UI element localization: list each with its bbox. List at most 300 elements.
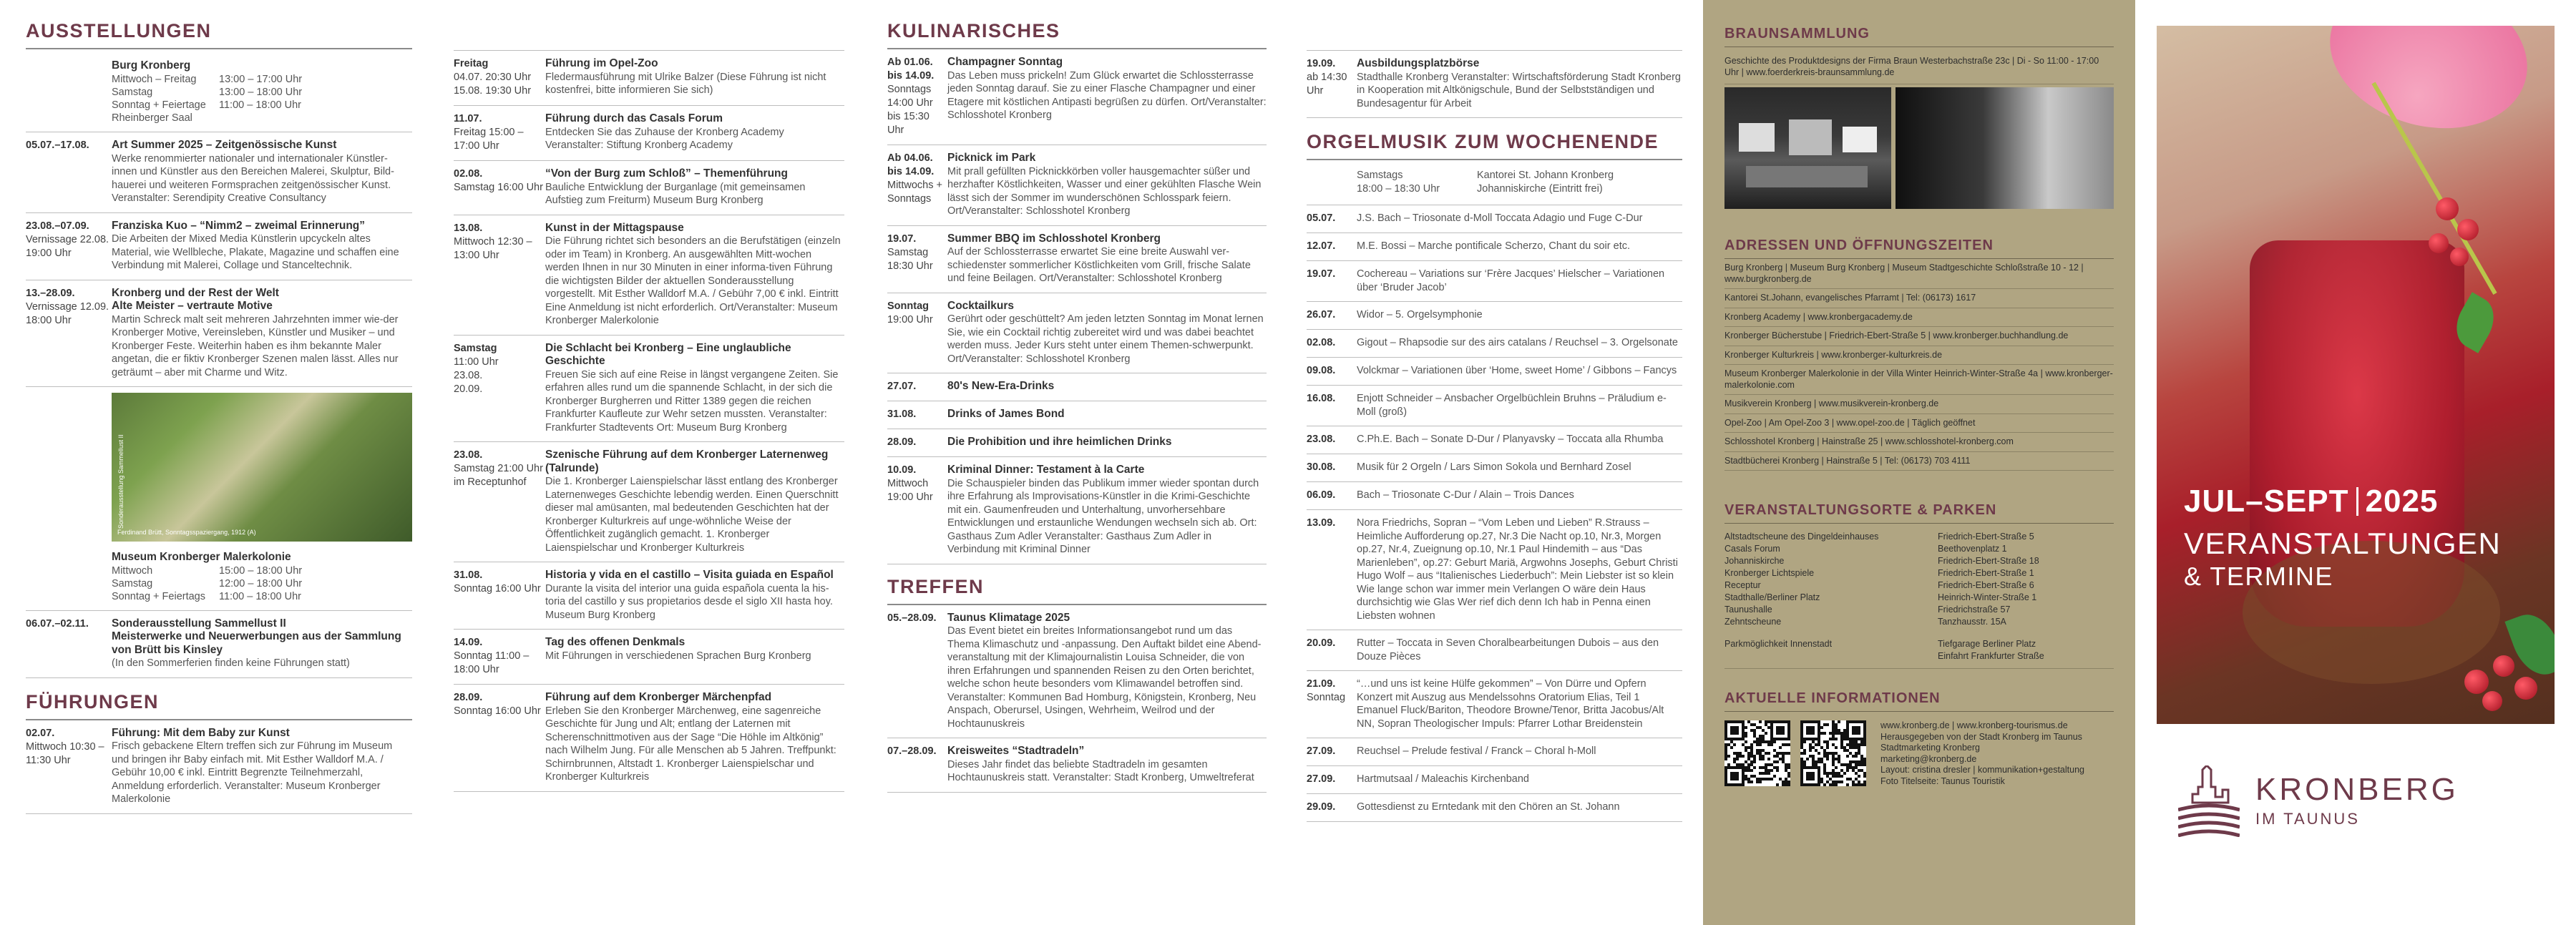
cover-months: JUL–SEPT [2184,484,2349,519]
event-content [947,152,1267,218]
event-title: Taunus Klimatage 2025 [947,611,1070,624]
event-text: Die Schauspieler binden das Publikum immer wieder spontan durch ihre Erfahrung als Improvisations-Künstler in die Krimi-Geschichte mit ein. Gaumenfreuden und Unterhaltung, unvorhersehbare Entwicklungen und erstaunliche Wendungen wechseln sich ab. Ort: Gasthaus Zum Adler Veranstalter: Gasthaus Zum Adler in Verbindung mit Kriminal Dinner [947,477,1259,555]
venue-address: Friedrich-Ebert-Straße 18 [1938,556,2039,566]
organ-concert [1307,794,1682,822]
organ-info-value: Kantorei St. Johann Kronberg [1477,170,1614,181]
venue-name: Zehntscheune [1724,617,1782,627]
tour-item [454,161,844,215]
tour-item [454,51,844,106]
cover-year: 2025 [2365,484,2439,519]
event-date [454,342,545,435]
event-date [887,745,947,785]
cover-line1: VERANSTALTUNGEN [2184,527,2502,560]
event-date [887,233,947,285]
event-text: Nora Friedrichs, Sopran – “Vom Leben und Lieben” R.Strauss – Heimliche Aufforderung op.27, Nr.3 Die Nacht op.10, Nr.3, Morgen op.27, Nr.4, Zueignung op.10, Nr.1 Paul Hindemith – aus “Das Marienleben”, op.27: Geburt Mariä, Argwohns Josephs, Geburt Christi Hugo Wolf – aus “Italienisches Liederbuch”: Mein Liebster ist so klein Wie lange schon war immer mein Verlangen O wäre dein Haus durchsichtig wie Glas Wer rief dich denn Ich hab in Penna einen Liebsten wohnen [1357,517,1678,622]
event-text: Gottesdienst zu Erntedank mit den Chören an St. Johann [1357,801,1620,813]
time-day: Sonntag + Feiertags [112,590,205,602]
event-text: Durante la visita del interior una guida española cuenta la his-toria del castillo y sus propietarios desde el siglo XII hasta hoy. Museum Burg Kronberg [545,582,833,621]
venue-name: Stadthalle/Berliner Platz [1724,592,1820,602]
date-line: 23.08. [454,369,483,381]
event-text: Hartmutsaal / Maleachis Kirchenband [1357,773,1529,785]
event-title: Szenische Führung auf dem Kronberger Laternenweg (Talrunde) [545,449,829,474]
event-date [887,612,947,731]
event-content [545,167,844,207]
event-text: Bauliche Entwicklung der Burganlage (mit gemeinsamen Aufstieg zum Freiturm) Museum Burg Kronberg [545,181,806,206]
event-date [887,380,947,393]
venue-place: Rheinberger Saal [112,112,192,124]
date-text: 23.08. [454,449,483,461]
section-title-braun: BRAUNSAMMLUNG [1724,26,2114,47]
section-title-aktuell: AKTUELLE INFORMATIONEN [1724,690,2114,712]
date-text: Ab 01.06. bis 14.09. [887,57,935,82]
parking-value: Einfahrt Frankfurter Straße [1938,651,2044,661]
cover [2135,0,2576,925]
event-content [112,139,412,205]
culinary-item [887,226,1267,293]
event-text: Entdecken Sie das Zuhause der Kronberg Academy Veranstalter: Stiftung Kronberg Academy [545,126,784,151]
current-info [1724,720,2114,787]
braun-photos [1724,87,2114,209]
address-row: Kantorei St.Johann, evangelisches Pfarramt | Tel: (06173) 1617 [1724,289,2114,308]
logo-sub: IM TAUNUS [2255,810,2360,828]
date-text: 27.09. [1307,745,1336,757]
time-range: 12:00 – 18:00 Uhr [219,577,303,589]
date-text: 13.09. [1307,517,1336,529]
organ-concert [1307,358,1682,386]
event-content [947,380,1267,393]
address-row: Schlosshotel Kronberg | Hainstraße 25 | www.schlosshotel-kronberg.com [1724,433,2114,452]
qr-code-icon[interactable] [1724,720,1790,786]
event-content [947,233,1267,285]
meeting-item [887,605,1267,739]
date-sub: Samstag 21:00 Uhr im Receptunhof [454,463,543,488]
event-title: Picknick im Park [947,152,1036,164]
exhibition-item: 06.07.–02.11. Sonderausstellung Sammellust II Meisterwerke und Neuerwerbungen aus der Sammlung von Brütt bis Kinsley (In den Sommerferien finden keine Führungen statt) [26,611,412,678]
section-title-adressen: ADRESSEN UND ÖFFNUNGSZEITEN [1724,238,2114,259]
event-text: Reuchsel – Prelude festival / Franck – Choral h-Moll [1357,745,1596,757]
exhibition-item [26,132,412,213]
venue-address: Heinrich-Winter-Straße 1 [1938,592,2037,602]
event-date [887,464,947,557]
event-text: Die Führung richtet sich besonders an die Berufstätigen (einzeln oder im Team) in Kronberg. An ausgewählten Mitt-wochen werden Ihnen in nur 30 Minuten in einer informa-tiven Führung die wichtigsten Bilder der aktuellen Sonderausstellung vorgestellt. Mit Esther Walldorf M.A. / Gebühr 7,00 € inkl. Eintritt Eine Anmeldung ist nicht erforderlich. Ort/Veranstalter: Museum Kronberger Malerkolonie [545,235,841,326]
organ-info-label: 18:00 – 18:30 Uhr [1357,183,1440,195]
organ-info [1307,160,1682,205]
section-title-orgelmusik: ORGELMUSIK ZUM WOCHENENDE [1307,131,1682,160]
venue-address: Friedrichstraße 57 [1938,605,2011,615]
event-date [454,636,545,677]
date-text: 23.08. [1307,434,1336,445]
event-date [454,167,545,207]
event-date [1307,240,1357,253]
event-date [1307,517,1357,622]
date-text: 09.08. [1307,365,1336,376]
event-date [1307,308,1357,322]
section-title-orte: VERANSTALTUNGSORTE & PARKEN [1724,502,2114,524]
date-sub: Mittwochs + Sonntags [887,180,942,205]
date-text: 27.09. [1307,773,1336,785]
event-content [545,112,844,153]
meetings-list [887,605,1267,793]
organ-concert [1307,205,1682,233]
event-text: J.S. Bach – Triosonate d-Moll Toccata Adagio und Fuge C-Dur [1357,212,1643,224]
date-text: 07.–28.09. [887,745,937,757]
date-line: 20.09. [454,383,483,395]
imprint-line: www.kronberg.de | www.kronberg-tourismus.de [1880,720,2068,730]
photo-caption: Ferdinand Brütt, Sonntagsspaziergang, 1912 (A) [117,529,256,536]
event-title: Kriminal Dinner: Testament à la Carte [947,464,1145,476]
culinary-item [887,49,1267,145]
imprint-line: marketing@kronberg.de [1880,753,1977,764]
time-range: 13:00 – 17:00 Uhr [219,73,303,85]
event-date [1307,489,1357,502]
opening-hours-burg [26,49,412,132]
date-sub: Freitag 15:00 – 17:00 Uhr [454,127,524,152]
tour-item [454,336,844,443]
tour-item: 02.07. Mittwoch 10:30 – 11:30 Uhr Führung: Mit dem Baby zur Kunst Frisch gebackene Eltern treffen sich zur Führung im Museum und bringen ihr Baby einfach mit. Mit Esther Walldorf M.A. / Gebühr 10,00 € inkl. Eintritt Begrenzte Teilnehmerzahl, Anmeldung erforderlich. Veranstalter: Museum Kronberger Malerkolonie [26,720,412,814]
event-content [947,464,1267,557]
culinary-item [887,293,1267,374]
opening-hours-museum [26,544,412,611]
time-day: Sonntag + Feiertage [112,99,206,111]
address-row: Museum Kronberger Malerkolonie in der Villa Winter Heinrich-Winter-Straße 4a | www.kronberger-malerkolonie.com [1724,365,2114,395]
event-date [1307,461,1357,474]
column-ausstellungen [26,0,412,925]
event-title: Franziska Kuo – “Nimm2 – zweimal Erinnerung” [112,219,366,232]
culinary-item [887,373,1267,401]
event-text: Martin Schreck malt seit mehreren Jahrzehnten immer wie-der Kronberger Motive, Vereinsleben, Künstler und Musiker – und Kronberger Feste. Weiterhin haben es ihm bekannte Maler angetan, die er fiktiv Kronberger Szenen malen lässt. Alles nur geträumt – aber mit Charme und Witz. [112,313,399,378]
event-text: Die 1. Kronberger Laienspielschar lässt entlang des Kronberger Laternenweges Geschichte lebendig werden. Einen Querschnitt dieser mal amüsanten, mal bedeutenden Geschichten hat der Kronberger Kulturkreis auf unge-wöhnliche Weise der Öffentlichkeit zugänglich gemacht. 1. Kronberger Laienspielschar und Kronberger Kulturkreis [545,476,839,554]
date-line: 04.07. 20:30 Uhr [454,72,532,83]
date-text: 05.07. [1307,212,1336,224]
venue-name: Altstadtscheune des Dingeldeinhauses [1724,532,1879,542]
event-content [947,56,1267,137]
event-title: Champagner Sonntag [947,56,1063,68]
event-date [887,436,947,449]
organ-concert-list [1307,205,1682,822]
event-content [545,636,844,677]
painting-image [112,393,412,542]
event-title: 80's New-Era-Drinks [947,380,1055,392]
organ-concert [1307,738,1682,766]
event-text: M.E. Bossi – Marche pontificale Scherzo, Chant du soir etc. [1357,240,1631,252]
event-item: 19.09. ab 14:30 Uhr Ausbildungsplatzbörse Stadthalle Kronberg Veranstalter: Wirtschaftsförderung Stadt Kronberg in Kooperation mit Altkönigschule, Bund der Selbstständigen und Bundesagentur für Arbeit [1307,51,1682,118]
event-date [887,300,947,366]
section-title-treffen: TREFFEN [887,576,1267,605]
event-content [947,612,1267,731]
time-day: Samstag [112,577,153,589]
event-content [545,691,844,784]
event-text: Mit prall gefüllten Picknickkörben voller hausgemachter süßer und herzhafter Köstlichkeiten, Wasser und einer gekühlten Flasche Wein lässt sich der Sommer im wunderschönen Schlosspark feiern. Ort/Veranstalter: Schlosshotel Kronberg [947,165,1262,217]
event-content [545,449,844,554]
event-date [454,112,545,153]
cover-title [2157,484,2555,592]
date-sub: 19:00 Uhr [887,313,933,326]
section-title-ausstellungen: AUSSTELLUNGEN [26,20,412,49]
date-text: 26.07. [1307,309,1336,320]
event-date [1307,364,1357,378]
event-title: Historia y vida en el castillo – Visita guiada en Español [545,569,834,581]
date-sub: Sonntag [1307,692,1346,703]
date-sub: Samstag 16:00 Uhr [454,182,543,193]
event-date [26,287,112,380]
address-row: Burg Kronberg | Museum Burg Kronberg | Museum Stadtgeschichte Schloßstraße 10 - 12 | www.burgkronberg.de [1724,259,2114,289]
imprint-line: Layout: cristina dresler | kommunikation+gestaltung [1880,765,2084,775]
venue-address: Friedrich-Ebert-Straße 5 [1938,532,2034,542]
braun-photo-2 [1896,87,2114,209]
organ-concert [1307,330,1682,358]
date-sub: Vernissage 22.08. 19:00 Uhr [26,233,109,259]
imprint-line: Foto Titelseite: Taunus Touristik [1880,775,2005,786]
tour-item [454,215,844,336]
event-title: “Von der Burg zum Schloß” – Themenführung [545,167,788,180]
event-date [887,56,947,137]
organ-concert [1307,426,1682,454]
venue-name: Museum Kronberger Malerkolonie [112,551,291,563]
event-content [947,436,1267,449]
organ-concert [1307,302,1682,330]
event-date [1307,801,1357,814]
date-text: Ab 04.06. bis 14.09. [887,152,935,177]
date-text: 05.–28.09. [887,612,937,624]
date-text: 05.07.–17.08. [26,140,89,151]
time-day: Mittwoch [112,564,153,577]
exhibition-item [26,213,412,280]
event-text: Bach – Triosonate C-Dur / Alain – Trois Dances [1357,489,1574,501]
date-text: 02.08. [454,168,483,180]
event-text: Gigout – Rhapsodie sur des airs catalans / Reuchsel – 3. Orgelsonate [1357,337,1678,348]
event-content [112,287,412,380]
event-content [947,300,1267,366]
date-text: 11.07. [454,113,482,124]
date-line: 11:00 Uhr [454,356,499,368]
event-text: Fledermausführung mit Ulrike Balzer (Diese Führung ist nicht kostenfrei, bitte informieren Sie sich) [545,71,826,96]
venues-list [1724,524,2114,628]
date-text: 13.08. [454,222,483,234]
parking-label: Parkmöglichkeit Innenstadt [1724,639,1833,649]
date-text: 14.09. [454,637,483,648]
event-date [1307,212,1357,225]
event-text: Dieses Jahr findet das beliebte Stadtradeln im gesamten Hochtaunuskreis statt. Veranstalter: Stadt Kronberg, Umweltreferat [947,758,1254,783]
date-text: 29.09. [1307,801,1336,813]
event-date [1307,637,1357,663]
braun-info: Geschichte des Produktdesigns der Firma Braun Westerbachstraße 23c | Di - So 11:00 - 17:00 Uhr | www.foerderkreis-braunsammlung.de [1724,47,2114,84]
date-sub: Sonntag 16:00 Uhr [454,705,541,717]
event-date [1307,773,1357,786]
culinary-list [887,49,1267,564]
organ-concert [1307,510,1682,630]
event-title: Kunst in der Mittagspause [545,221,684,234]
date-text: Samstag [454,342,497,354]
qr-code-icon[interactable] [1800,720,1866,786]
event-text: Das Event bietet ein breites Informationsangebot rund um das Thema Klimaschutz und -anpassung. Den Auftakt bildet eine Abend-veranstaltung mit der Klimajournalistin Louisa Schneider, die von ihren Erfahrungen und spannenden Reisen zu den Orten berichtet, welche schon heute besonders vom Klimawandel betroffen sind. Veranstalter: Kommunen Bad Homburg, Königstein, Kronberg, Neu Anspach, Oberursel, Usingen, Wehrheim, Weilrod und der Hochtaunuskreis [947,625,1262,730]
event-content [545,57,844,98]
date-text: 13.–28.09. [26,287,75,299]
venue-address: Friedrich-Ebert-Straße 6 [1938,580,2034,590]
tour-item [454,562,844,630]
venue-name: Burg Kronberg [112,59,191,72]
organ-concert [1307,386,1682,426]
cover-line2: & TERMINE [2184,562,2333,591]
event-text: “…und uns ist keine Hülfe gekommen” – Von Dürre und Opfern Konzert mit Auszug aus Mendelssohns Oratorium Elias, Teil 1 Emanuel Fluck/Bariton, Theodore Browne/Tenor, Britta Jacobus/Alt NN, Sopran Theologischer Impuls: Pfarrer Lothar Breidenstein [1357,678,1664,730]
imprint-line: Stadtmarketing Kronberg [1880,743,1980,753]
venue-name: Receptur [1724,580,1761,590]
date-text: Freitag [454,58,489,69]
event-date [26,220,112,273]
venue-name: Casals Forum [1724,544,1780,554]
culinary-item [887,145,1267,226]
culinary-item [887,401,1267,429]
organ-concert [1307,454,1682,482]
date-text: 20.09. [1307,637,1336,649]
address-row: Musikverein Kronberg | www.musikverein-kronberg.de [1724,395,2114,414]
date-sub: Mittwoch 19:00 Uhr [887,478,933,503]
date-text: 28.09. [454,692,483,703]
event-text: Auf der Schlossterrasse erwartet Sie eine breite Auswahl ver-schiedenster sommerlicher Köstlichkeiten vom Grill, frische Salate und feine Beilagen. Ort/Veranstalter: Schlosshotel Kronberg [947,246,1251,284]
event-text: Enjott Schneider – Ansbacher Orgelbüchlein Bruhns – Präludium e-Moll (groß) [1357,393,1667,418]
event-title: Tag des offenen Denkmals [545,636,686,648]
event-text: Gerührt oder geschüttelt? Am jeden letzten Sonntag im Monat lernen Sie, wie ein Cocktail richtig zubereitet wird und was dabei beachtet werden muss. Jeder Kurs steht unter einem Themen-schwerpunkt. Ort/Veranstalter: Schlosshotel Kronberg [947,313,1264,365]
event-text: Mit Führungen in verschiedenen Sprachen Burg Kronberg [545,650,811,662]
tour-item [454,685,844,792]
event-text: Musik für 2 Orgeln / Lars Simon Sokola und Bernhard Zosel [1357,461,1631,473]
organ-concert [1307,233,1682,261]
address-row: Kronberger Bücherstube | Friedrich-Ebert-Straße 5 | www.kronberger.buchhandlung.de [1724,327,2114,346]
event-text: Freuen Sie sich auf eine Reise in längst vergangene Zeiten. Sie erfahren alles rund um die spannende Schlacht, in der sich die Kronberger Burgherren und Ritter 1389 gegen die reichen Frankfurter Kaufleute zur Wehr setzen mussten. Veranstalter: Frankfurter Stadtevents Ort: Museum Burg Kronberg [545,368,839,434]
event-content [112,220,412,273]
organ-info-label: Samstags [1357,170,1403,181]
date-text: 19.07. [1307,268,1336,280]
event-title: Cocktailkurs [947,299,1015,312]
tour-item [454,442,844,562]
time-day: Mittwoch – Freitag [112,73,197,85]
event-content [545,222,844,328]
date-sub: Sonntag 11:00 – 18:00 Uhr [454,650,530,675]
event-title: Kreisweites “Stadtradeln” [947,745,1085,757]
date-text: 21.09. [1307,678,1336,690]
event-text: Cochereau – Variations sur ‘Frère Jacques’ Hielscher – Variationen über ‘Bruder Jacob’ [1357,268,1665,293]
event-title: Die Prohibition und ihre heimlichen Drinks [947,436,1172,448]
event-text: Das Leben muss prickeln! Zum Glück erwartet die Schlossterrasse jeden Sonntag darauf. Sie zu einer Flasche Champagner und einer Etagere mit köstlichen Antipasti begrüßen zu dürfen. Ort/Veranstalter: Schlosshotel Kronberg [947,69,1267,121]
event-date [1307,392,1357,419]
date-sub: Mittwoch 12:30 – 13:00 Uhr [454,235,532,261]
date-text: 19.07. [887,233,917,245]
event-date [454,691,545,784]
date-sub: Sonntag 16:00 Uhr [454,583,541,594]
event-date [1307,268,1357,294]
organ-concert [1307,630,1682,671]
event-title-2: Alte Meister – vertraute Motive [112,300,273,312]
section-title-fuehrungen: FÜHRUNGEN [26,691,412,720]
date-text: 10.09. [887,464,917,476]
date-text: Sonntag [887,300,929,312]
event-date [454,569,545,622]
organ-concert [1307,261,1682,302]
date-line: 15.08. 19:30 Uhr [454,85,532,97]
logo-name: KRONBERG [2255,772,2459,807]
venue-name: Johanniskirche [1724,556,1785,566]
event-date [1307,745,1357,758]
date-text: 31.08. [454,569,483,581]
date-text: 02.08. [1307,337,1336,348]
event-title: Art Summer 2025 – Zeitgenössische Kunst [112,139,337,151]
event-title: Die Schlacht bei Kronberg – Eine unglaubliche Geschichte [545,341,791,367]
event-date [1307,677,1357,730]
address-list [1724,259,2114,471]
venue-name: Taunushalle [1724,605,1772,615]
event-text: Rutter – Toccata in Seven Choralbearbeitungen Dubois – aus den Douze Pièces [1357,637,1659,662]
date-text: 31.08. [887,408,917,420]
event-title: Summer BBQ im Schlosshotel Kronberg [947,232,1161,245]
time-day: Samstag [112,86,153,98]
tour-item [454,106,844,161]
column-orgelmusik [1307,0,1682,925]
culinary-item [887,457,1267,564]
date-text: 30.08. [1307,461,1336,473]
event-date [1307,433,1357,446]
parking-list [1724,628,2114,669]
parking-label [1724,650,1938,662]
exhibition-list [26,132,412,387]
braun-photo-1 [1724,87,1891,209]
event-content [545,569,844,622]
parking-value: Tiefgarage Berliner Platz [1938,639,2036,649]
column-fuehrungen [454,0,844,925]
venue-name: Kronberger Lichtspiele [1724,568,1815,578]
date-text: 06.09. [1307,489,1336,501]
date-sub: Vernissage 12.09. 18:00 Uhr [26,300,109,326]
time-range: 15:00 – 18:00 Uhr [219,564,303,577]
event-content [947,745,1267,785]
time-range: 11:00 – 18:00 Uhr [219,590,302,602]
tour-item [454,630,844,685]
address-row: Kronberger Kulturkreis | www.kronberger-kulturkreis.de [1724,346,2114,366]
date-text: 16.08. [1307,393,1336,404]
castle-logo-icon [2178,765,2240,837]
date-text: 23.08.–07.09. [26,220,89,232]
meeting-item [887,738,1267,793]
address-row: Kronberg Academy | www.kronbergacademy.de [1724,308,2114,328]
column-kulinarisches [887,0,1267,925]
section-title-kulinarisches: KULINARISCHES [887,20,1267,49]
venue-address: Beethovenplatz 1 [1938,544,2007,554]
imprint [1880,720,2084,787]
imprint-line: Herausgegeben von der Stadt Kronberg im Taunus [1880,731,2082,742]
tour-list [454,51,844,792]
event-date [887,152,947,218]
organ-concert [1307,482,1682,510]
event-content [545,342,844,435]
event-text: Erleben Sie den Kronberger Märchenweg, eine sagenreiche Geschichte für Jung und Alt; entlang der Laternen mit Scherenschnittmotiven aus der Sage “Die Höhle im Altkönig” nach Wilhelm Jung. Für alle Menschen ab 5 Jahren. Treffpunkt: Schirnbrunnen, Altstadt 1. Kronberger Laienspielschar und Kronberger Kulturkreis [545,705,836,783]
event-date [26,139,112,205]
event-title: Führung im Opel-Zoo [545,57,658,69]
info-panel [1703,0,2135,925]
event-text: Volckmar – Variationen über ‘Home, sweet Home’ / Gibbons – Fancys [1357,365,1677,376]
event-title: Drinks of James Bond [947,408,1065,420]
opening-times [112,564,412,603]
date-sub: Samstag 18:30 Uhr [887,246,933,272]
organ-info-value: Johanniskirche (Eintritt frei) [1477,183,1603,195]
date-text: 28.09. [887,436,917,448]
event-date [887,408,947,421]
event-title: Führung durch das Casals Forum [545,112,723,124]
address-row: Opel-Zoo | Am Opel-Zoo 3 | www.opel-zoo.de | Täglich geöffnet [1724,414,2114,434]
time-range: 11:00 – 18:00 Uhr [219,99,302,111]
organ-concert [1307,671,1682,738]
date-sub: Sonntags 14:00 Uhr bis 15:30 Uhr [887,84,933,136]
event-date [1307,336,1357,350]
address-row: Stadtbücherei Kronberg | Hainstraße 5 | Tel: (06173) 703 4111 [1724,452,2114,471]
date-text: 27.07. [887,381,917,392]
